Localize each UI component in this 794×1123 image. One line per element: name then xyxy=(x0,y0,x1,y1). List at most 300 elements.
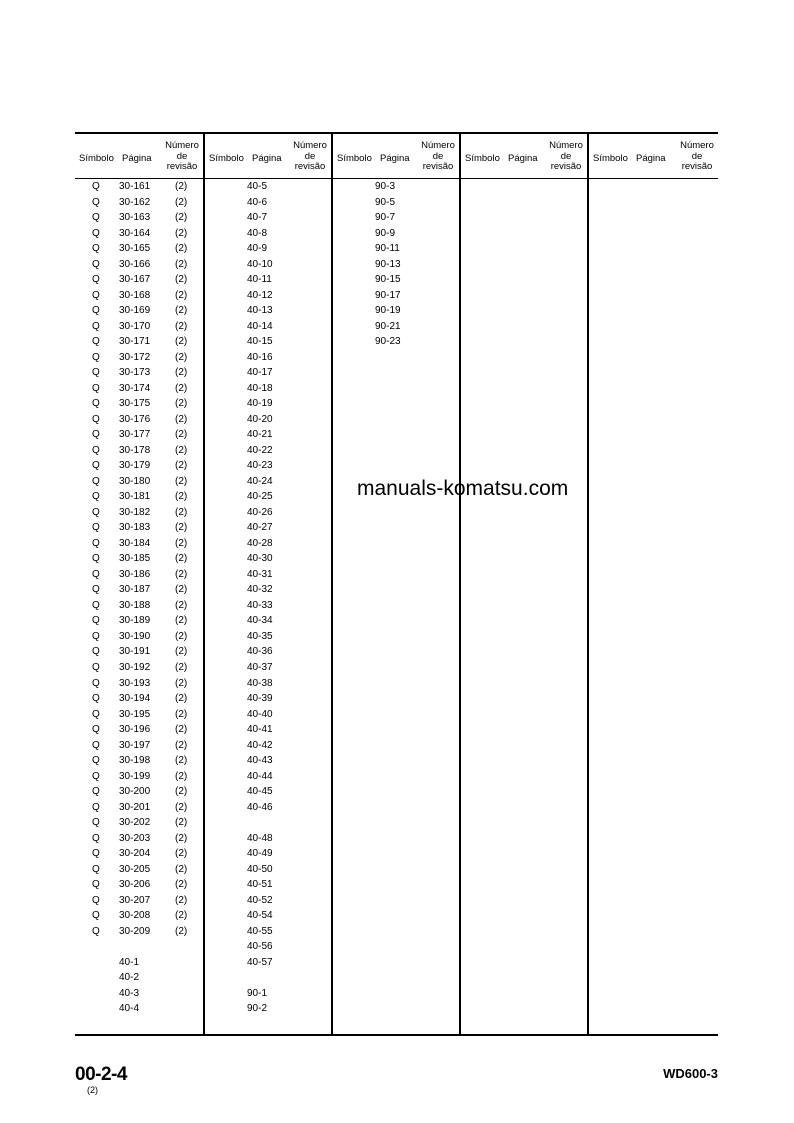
header-revision xyxy=(163,141,201,173)
symbol-cell: Q xyxy=(92,863,100,875)
symbol-cell: Q xyxy=(92,305,100,317)
page-cell: 30-195 xyxy=(119,708,151,720)
revision-cell: (2) xyxy=(175,491,188,503)
page-cell: 40-55 xyxy=(247,925,273,937)
page-cell: 40-17 xyxy=(247,367,273,379)
table-row xyxy=(333,259,459,275)
table-row xyxy=(75,538,203,554)
table-row xyxy=(75,957,203,973)
page-cell: 90-2 xyxy=(247,1003,268,1015)
page-cell: 40-4 xyxy=(119,1003,140,1015)
page-cell: 30-207 xyxy=(119,894,151,906)
column-group xyxy=(459,134,587,1034)
table-row xyxy=(205,615,331,631)
table-row xyxy=(75,274,203,290)
symbol-cell: Q xyxy=(92,925,100,937)
page-cell: 30-163 xyxy=(119,212,151,224)
header-revision-line: revisão xyxy=(422,161,454,172)
page-cell: 30-198 xyxy=(119,755,151,767)
page-cell: 30-204 xyxy=(119,848,151,860)
table-row xyxy=(205,538,331,554)
header-revision-line: revisão xyxy=(550,161,582,172)
symbol-cell: Q xyxy=(92,817,100,829)
revision-cell: (2) xyxy=(175,336,188,348)
page-cell: 30-199 xyxy=(119,770,151,782)
table-row xyxy=(75,305,203,321)
page-cell: 40-33 xyxy=(247,599,273,611)
symbol-cell: Q xyxy=(92,894,100,906)
revision-cell: (2) xyxy=(175,615,188,627)
page-cell: 40-49 xyxy=(247,848,273,860)
table-row xyxy=(75,445,203,461)
page-number: 00-2-4 xyxy=(75,1064,127,1085)
page-cell: 30-161 xyxy=(119,181,151,192)
table-row xyxy=(75,646,203,662)
table-row xyxy=(205,1003,331,1019)
table-row xyxy=(205,553,331,569)
table-row xyxy=(75,848,203,864)
revision-cell: (2) xyxy=(175,817,188,829)
table-row xyxy=(333,228,459,244)
page-cell: 90-3 xyxy=(375,181,396,192)
table-row xyxy=(205,662,331,678)
table-row xyxy=(205,833,331,849)
page-cell: 90-1 xyxy=(247,987,268,999)
page-cell: 40-27 xyxy=(247,522,273,534)
page-cell: 30-197 xyxy=(119,739,151,751)
table-row xyxy=(205,724,331,740)
revision-cell: (2) xyxy=(175,351,188,363)
table-row xyxy=(205,414,331,430)
table-row xyxy=(75,972,203,988)
revision-cell: (2) xyxy=(175,832,188,844)
page-cell: 30-208 xyxy=(119,910,151,922)
table-row xyxy=(75,336,203,352)
revision-cell: (2) xyxy=(175,630,188,642)
revision-cell: (2) xyxy=(175,413,188,425)
table-row xyxy=(205,243,331,259)
revision-cell: (2) xyxy=(175,398,188,410)
column-group xyxy=(587,134,718,1034)
column-group xyxy=(331,134,459,1034)
symbol-cell: Q xyxy=(92,475,100,487)
table-row xyxy=(205,988,331,1004)
revision-cell: (2) xyxy=(175,196,188,208)
table-row xyxy=(75,817,203,833)
page-cell: 40-2 xyxy=(119,972,140,984)
revision-cell: (2) xyxy=(175,506,188,518)
table-row xyxy=(205,771,331,787)
table-row xyxy=(333,197,459,213)
page-cell: 30-174 xyxy=(119,382,151,394)
page-cell: 30-182 xyxy=(119,506,151,518)
table-row xyxy=(205,957,331,973)
symbol-cell: Q xyxy=(92,320,100,332)
table-row xyxy=(75,429,203,445)
page-cell: 30-209 xyxy=(119,925,151,937)
table-row xyxy=(75,367,203,383)
revision-table xyxy=(75,132,718,1036)
table-row xyxy=(205,445,331,461)
table-row xyxy=(75,755,203,771)
watermark: manuals-komatsu.com xyxy=(357,477,569,500)
page-cell: 40-10 xyxy=(247,258,273,270)
page-cell: 40-36 xyxy=(247,646,273,658)
page-cell: 40-48 xyxy=(247,832,273,844)
symbol-cell: Q xyxy=(92,568,100,580)
symbol-cell: Q xyxy=(92,646,100,658)
revision-cell: (2) xyxy=(175,243,188,255)
page-cell: 90-15 xyxy=(375,274,401,286)
revision-cell: (2) xyxy=(175,770,188,782)
page-cell: 30-205 xyxy=(119,863,151,875)
page-cell: 30-185 xyxy=(119,553,151,565)
table-row xyxy=(75,678,203,694)
page-cell: 30-167 xyxy=(119,274,151,286)
page-cell: 30-202 xyxy=(119,817,151,829)
table-row xyxy=(205,228,331,244)
symbol-cell: Q xyxy=(92,274,100,286)
symbol-cell: Q xyxy=(92,258,100,270)
table-row xyxy=(205,197,331,213)
revision-cell: (2) xyxy=(175,320,188,332)
page-cell: 30-164 xyxy=(119,227,151,239)
table-row xyxy=(75,290,203,306)
page-cell: 40-1 xyxy=(119,956,140,968)
revision-cell: (2) xyxy=(175,755,188,767)
page-cell: 90-19 xyxy=(375,305,401,317)
header-revision xyxy=(419,141,457,173)
table-row xyxy=(75,491,203,507)
model-name: WD600-3 xyxy=(663,1066,718,1081)
table-row xyxy=(205,460,331,476)
header-revision-line: de xyxy=(560,150,572,162)
table-row xyxy=(205,786,331,802)
page-cell: 40-21 xyxy=(247,429,273,441)
table-row xyxy=(205,693,331,709)
table-row xyxy=(75,1003,203,1019)
page-cell: 40-26 xyxy=(247,506,273,518)
symbol-cell: Q xyxy=(92,801,100,813)
table-row xyxy=(205,584,331,600)
page-cell: 40-23 xyxy=(247,460,273,472)
table-row xyxy=(75,414,203,430)
header-page: Página xyxy=(636,153,666,164)
page-cell: 40-3 xyxy=(119,987,140,999)
page-cell: 40-6 xyxy=(247,196,268,208)
symbol-cell: Q xyxy=(92,910,100,922)
table-row xyxy=(205,631,331,647)
table-row xyxy=(205,709,331,725)
column-header xyxy=(205,134,331,179)
header-symbol: Símbolo xyxy=(465,153,500,164)
revision-cell: (2) xyxy=(175,227,188,239)
page-cell: 40-35 xyxy=(247,630,273,642)
symbol-cell: Q xyxy=(92,181,100,192)
table-row xyxy=(205,352,331,368)
page-cell: 30-192 xyxy=(119,661,151,673)
table-row xyxy=(75,569,203,585)
revision-cell: (2) xyxy=(175,367,188,379)
table-row xyxy=(75,662,203,678)
symbol-cell: Q xyxy=(92,413,100,425)
table-row xyxy=(75,895,203,911)
revision-cell: (2) xyxy=(175,801,188,813)
header-page: Página xyxy=(252,153,282,164)
column-header xyxy=(75,134,203,179)
table-row xyxy=(205,600,331,616)
table-row xyxy=(205,740,331,756)
page-cell: 90-21 xyxy=(375,320,401,332)
revision-cell: (2) xyxy=(175,708,188,720)
table-row xyxy=(205,259,331,275)
table-row xyxy=(75,228,203,244)
revision-cell: (2) xyxy=(175,429,188,441)
table-row xyxy=(333,305,459,321)
page-cell: 30-181 xyxy=(119,491,151,503)
page-cell: 90-17 xyxy=(375,289,401,301)
page-cell: 40-44 xyxy=(247,770,273,782)
revision-cell: (2) xyxy=(175,289,188,301)
page-cell: 90-11 xyxy=(375,243,400,255)
page-cell: 30-169 xyxy=(119,305,151,317)
page-cell: 30-196 xyxy=(119,724,151,736)
table-row xyxy=(205,367,331,383)
table-row xyxy=(205,817,331,833)
page-cell: 30-191 xyxy=(119,646,151,658)
table-row xyxy=(205,678,331,694)
revision-cell: (2) xyxy=(175,181,188,192)
revision-cell: (2) xyxy=(175,475,188,487)
column-header xyxy=(333,134,459,179)
page-cell: 30-193 xyxy=(119,677,151,689)
page-cell: 30-162 xyxy=(119,196,151,208)
table-row xyxy=(205,941,331,957)
table-row xyxy=(205,802,331,818)
table-row xyxy=(333,321,459,337)
page-cell: 30-188 xyxy=(119,599,151,611)
symbol-cell: Q xyxy=(92,196,100,208)
header-page: Página xyxy=(122,153,152,164)
table-row xyxy=(205,398,331,414)
page-cell: 30-168 xyxy=(119,289,151,301)
symbol-cell: Q xyxy=(92,786,100,798)
page-cell: 40-39 xyxy=(247,693,273,705)
revision-cell: (2) xyxy=(175,460,188,472)
symbol-cell: Q xyxy=(92,630,100,642)
table-row xyxy=(75,321,203,337)
table-row xyxy=(75,507,203,523)
page-cell: 40-57 xyxy=(247,956,273,968)
revision-cell: (2) xyxy=(175,212,188,224)
header-page: Página xyxy=(380,153,410,164)
revision-cell: (2) xyxy=(175,444,188,456)
table-row xyxy=(75,724,203,740)
page-cell: 30-186 xyxy=(119,568,151,580)
page-cell: 40-45 xyxy=(247,786,273,798)
header-revision-line: revisão xyxy=(681,161,713,172)
table-row xyxy=(205,212,331,228)
page-cell: 40-56 xyxy=(247,941,273,953)
symbol-cell: Q xyxy=(92,212,100,224)
table-row xyxy=(75,941,203,957)
revision-cell: (2) xyxy=(175,848,188,860)
table-rows xyxy=(205,181,331,1019)
table-row xyxy=(205,848,331,864)
page-cell: 30-165 xyxy=(119,243,151,255)
table-row xyxy=(75,709,203,725)
revision-cell: (2) xyxy=(175,863,188,875)
revision-cell: (2) xyxy=(175,584,188,596)
table-row xyxy=(205,895,331,911)
page-cell: 40-20 xyxy=(247,413,273,425)
page-cell: 40-46 xyxy=(247,801,273,813)
header-revision-line: Número xyxy=(549,140,583,151)
page-cell: 90-5 xyxy=(375,196,396,208)
revision-cell: (2) xyxy=(175,677,188,689)
page-cell: 40-18 xyxy=(247,382,273,394)
table-row xyxy=(205,910,331,926)
header-revision-line: Número xyxy=(165,140,199,151)
revision-cell: (2) xyxy=(175,739,188,751)
revision-cell: (2) xyxy=(175,646,188,658)
table-row xyxy=(75,879,203,895)
table-row xyxy=(333,181,459,197)
symbol-cell: Q xyxy=(92,491,100,503)
table-row xyxy=(75,771,203,787)
page-cell: 40-43 xyxy=(247,755,273,767)
table-row xyxy=(205,491,331,507)
page-cell: 40-51 xyxy=(247,879,273,891)
table-row xyxy=(75,584,203,600)
page-cell: 40-40 xyxy=(247,708,273,720)
symbol-cell: Q xyxy=(92,289,100,301)
revision-cell: (2) xyxy=(175,274,188,286)
page-revision: (2) xyxy=(87,1085,98,1095)
symbol-cell: Q xyxy=(92,537,100,549)
page-cell: 40-8 xyxy=(247,227,268,239)
symbol-cell: Q xyxy=(92,553,100,565)
table-row xyxy=(205,879,331,895)
page-cell: 90-7 xyxy=(375,212,396,224)
symbol-cell: Q xyxy=(92,615,100,627)
page-cell: 40-7 xyxy=(247,212,268,224)
page-cell: 30-173 xyxy=(119,367,151,379)
table-row xyxy=(75,522,203,538)
table-row xyxy=(75,243,203,259)
symbol-cell: Q xyxy=(92,677,100,689)
page-cell: 30-206 xyxy=(119,879,151,891)
table-row xyxy=(205,290,331,306)
symbol-cell: Q xyxy=(92,599,100,611)
header-revision-line: revisão xyxy=(294,161,326,172)
table-row xyxy=(333,336,459,352)
table-row xyxy=(333,243,459,259)
page-cell: 30-201 xyxy=(119,801,151,813)
table-row xyxy=(205,383,331,399)
table-row xyxy=(205,305,331,321)
revision-cell: (2) xyxy=(175,879,188,891)
page-cell: 90-13 xyxy=(375,258,401,270)
page-cell: 40-22 xyxy=(247,444,273,456)
table-row xyxy=(205,646,331,662)
page-cell: 40-16 xyxy=(247,351,273,363)
header-symbol: Símbolo xyxy=(79,153,114,164)
revision-cell: (2) xyxy=(175,661,188,673)
table-row xyxy=(205,336,331,352)
table-row xyxy=(205,429,331,445)
column-group xyxy=(75,134,203,1034)
table-row xyxy=(75,352,203,368)
header-revision-line: Número xyxy=(293,140,327,151)
table-row xyxy=(205,926,331,942)
column-group xyxy=(203,134,331,1034)
table-row xyxy=(205,569,331,585)
revision-cell: (2) xyxy=(175,382,188,394)
table-row xyxy=(75,259,203,275)
revision-cell: (2) xyxy=(175,305,188,317)
table-row xyxy=(205,274,331,290)
table-row xyxy=(75,926,203,942)
page-cell: 40-38 xyxy=(247,677,273,689)
symbol-cell: Q xyxy=(92,693,100,705)
page-cell: 40-5 xyxy=(247,181,268,192)
header-revision xyxy=(678,141,716,173)
page-cell: 40-30 xyxy=(247,553,273,565)
table-row xyxy=(75,864,203,880)
table-rows xyxy=(333,181,459,352)
page-cell: 40-37 xyxy=(247,661,273,673)
revision-cell: (2) xyxy=(175,522,188,534)
symbol-cell: Q xyxy=(92,398,100,410)
symbol-cell: Q xyxy=(92,227,100,239)
table-row xyxy=(75,615,203,631)
page-cell: 40-31 xyxy=(247,568,273,580)
table-row xyxy=(75,693,203,709)
page-cell: 30-166 xyxy=(119,258,151,270)
symbol-cell: Q xyxy=(92,382,100,394)
page-cell: 30-170 xyxy=(119,320,151,332)
table-row xyxy=(75,740,203,756)
symbol-cell: Q xyxy=(92,243,100,255)
table-row xyxy=(75,988,203,1004)
header-revision-line: revisão xyxy=(166,161,198,172)
table-row xyxy=(205,972,331,988)
symbol-cell: Q xyxy=(92,739,100,751)
symbol-cell: Q xyxy=(92,770,100,782)
table-row xyxy=(75,460,203,476)
table-row xyxy=(75,476,203,492)
page-cell: 40-12 xyxy=(247,289,273,301)
symbol-cell: Q xyxy=(92,460,100,472)
page-cell: 40-14 xyxy=(247,320,273,332)
table-row xyxy=(205,507,331,523)
table-row xyxy=(75,833,203,849)
table-row xyxy=(75,910,203,926)
table-row xyxy=(75,181,203,197)
page-cell: 40-28 xyxy=(247,537,273,549)
symbol-cell: Q xyxy=(92,429,100,441)
revision-cell: (2) xyxy=(175,258,188,270)
page-cell: 40-11 xyxy=(247,274,272,286)
table-row xyxy=(205,181,331,197)
header-revision-line: Número xyxy=(680,140,714,151)
revision-cell: (2) xyxy=(175,724,188,736)
symbol-cell: Q xyxy=(92,336,100,348)
symbol-cell: Q xyxy=(92,522,100,534)
symbol-cell: Q xyxy=(92,755,100,767)
table-row xyxy=(75,212,203,228)
